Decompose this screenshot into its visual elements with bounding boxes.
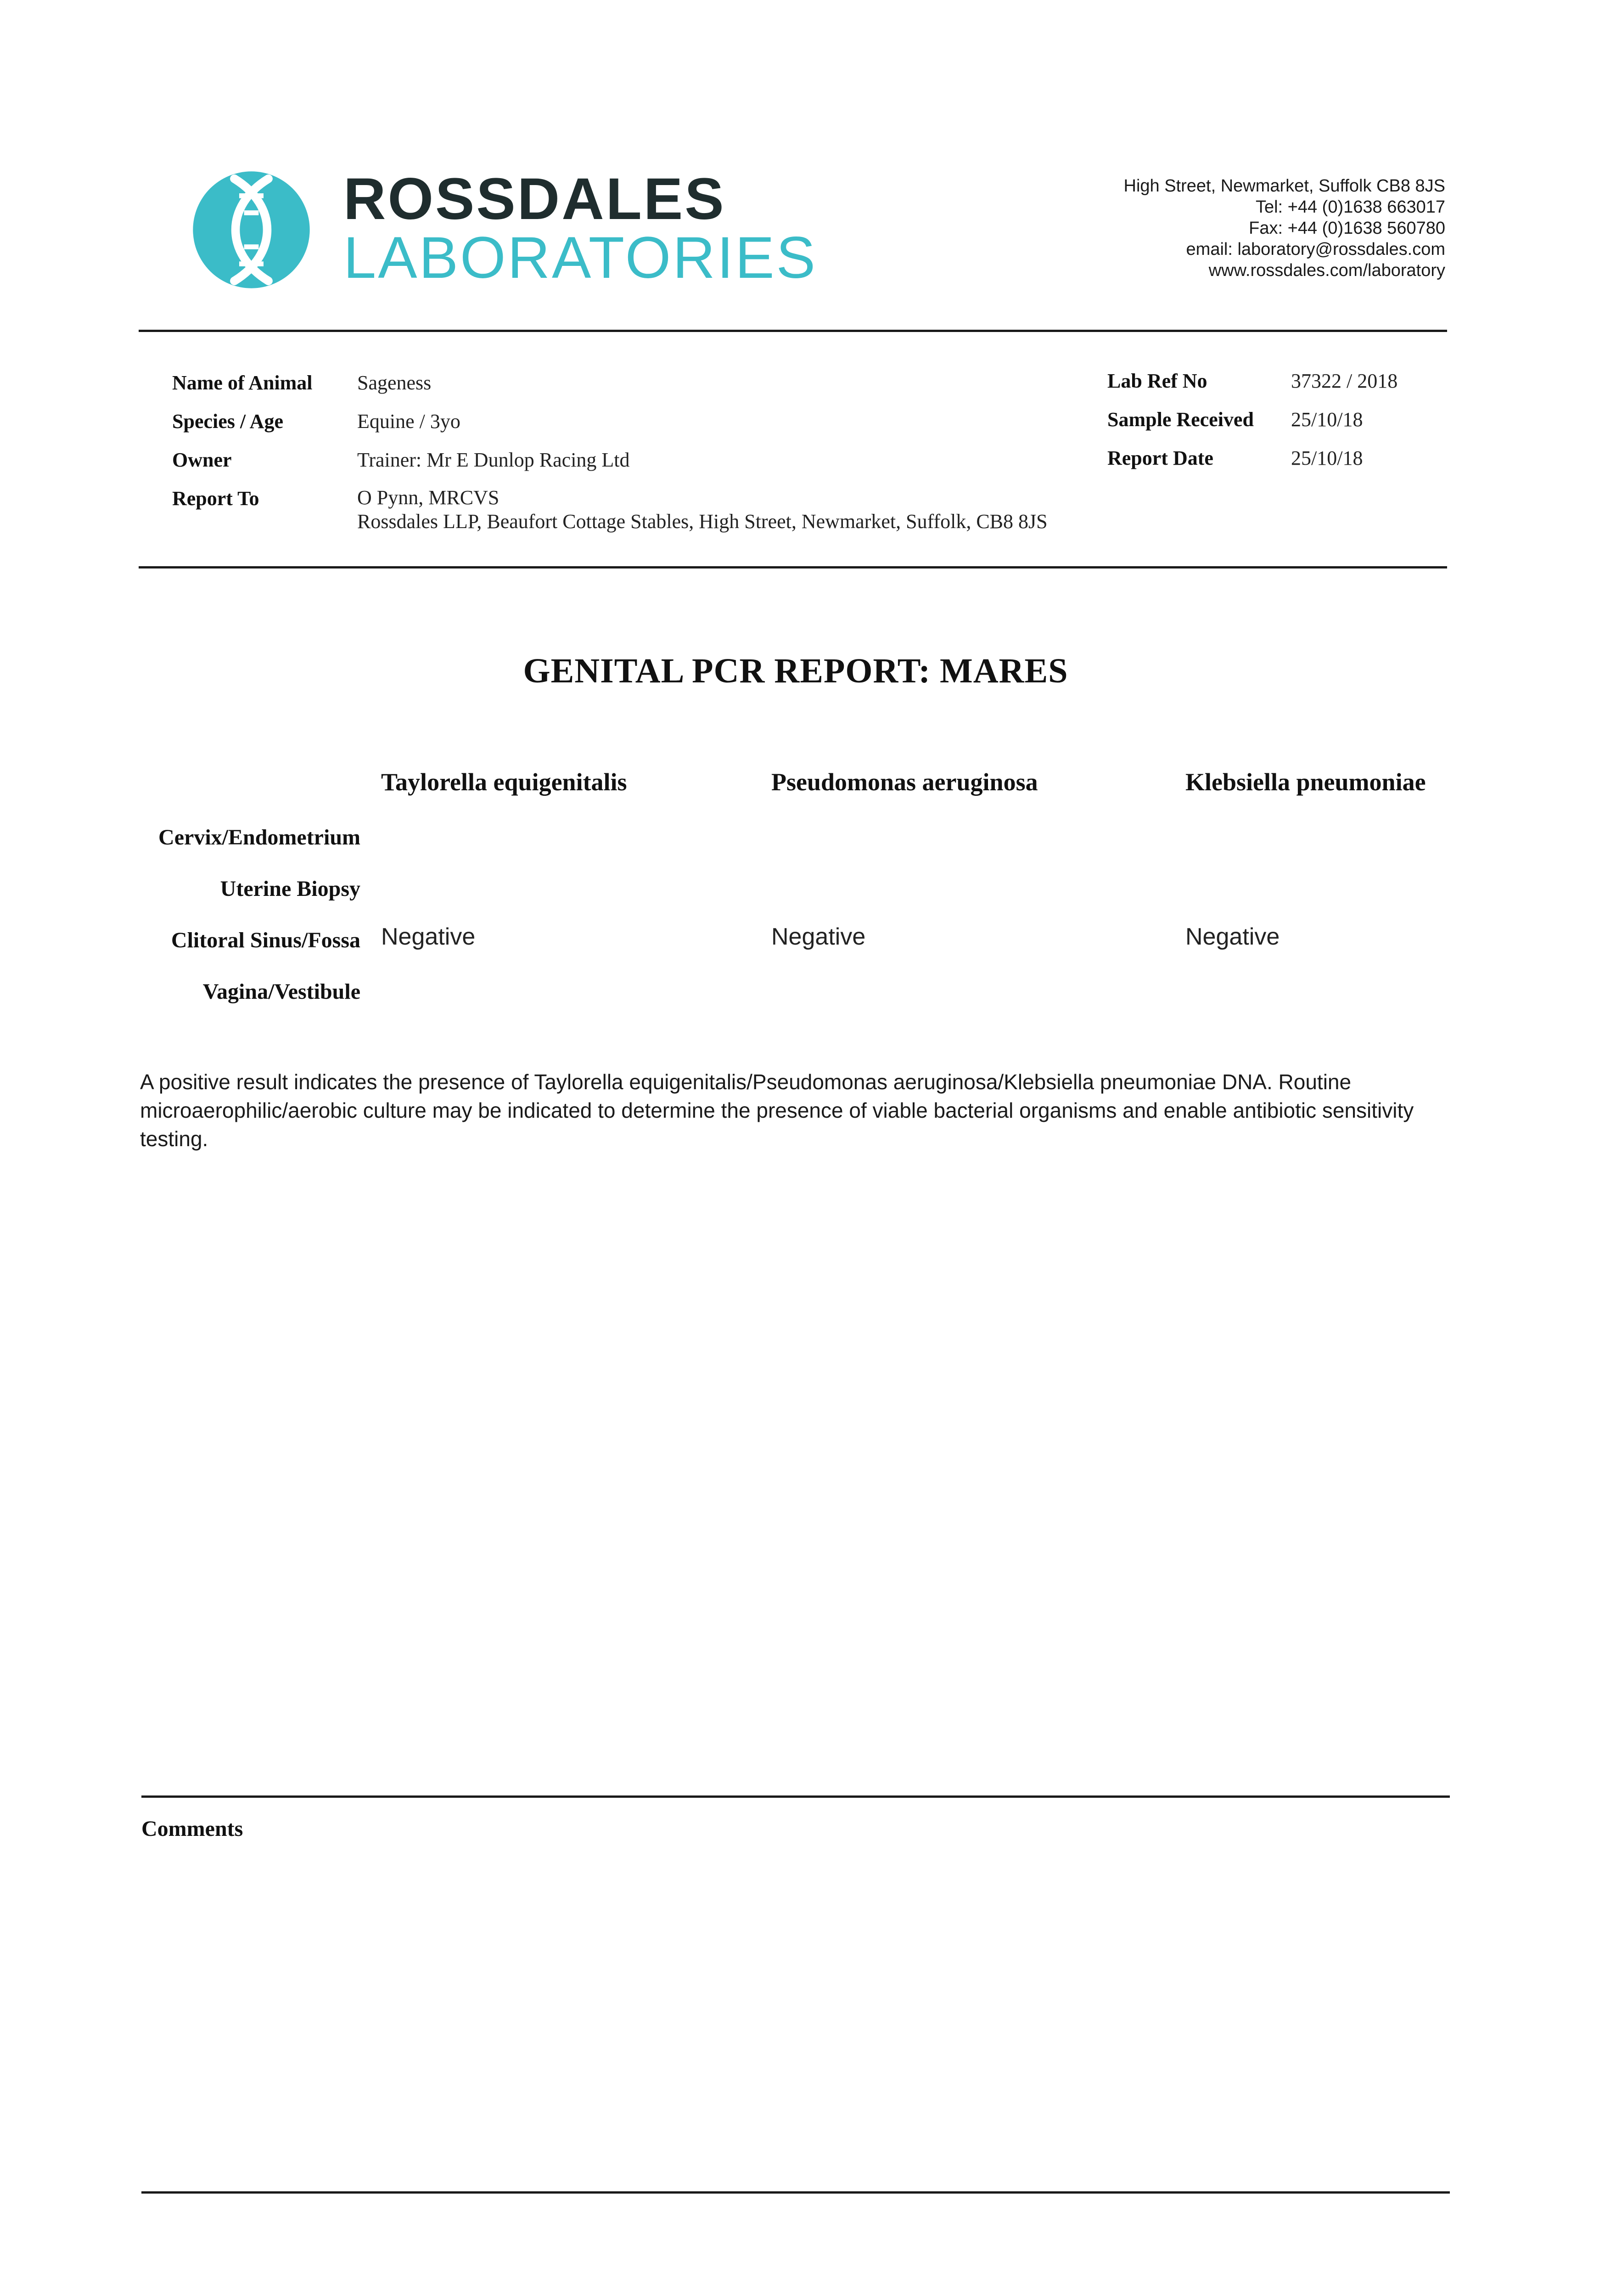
row-label-cervix-endometrium: Cervix/Endometrium <box>158 825 360 850</box>
lab-ref-value: 37322 / 2018 <box>1291 370 1398 392</box>
report-to-address: Rossdales LLP, Beaufort Cottage Stables, High Street, Newmarket, Suffolk, CB8 8JS <box>357 510 1048 533</box>
address-line: email: laboratory@rossdales.com <box>1186 240 1445 259</box>
address-line: Tel: +44 (0)1638 663017 <box>1255 197 1445 217</box>
divider <box>141 1795 1450 1798</box>
owner-value: Trainer: Mr E Dunlop Racing Ltd <box>357 449 630 471</box>
comments-label: Comments <box>141 1817 243 1841</box>
divider <box>139 566 1447 568</box>
report-date-label: Report Date <box>1107 447 1213 469</box>
row-label-vagina-vestibule: Vagina/Vestibule <box>202 979 360 1004</box>
name-of-animal-value: Sageness <box>357 371 432 394</box>
result-cell: Negative <box>381 923 476 950</box>
species-age-value: Equine / 3yo <box>357 410 460 433</box>
species-age-label: Species / Age <box>172 410 283 433</box>
address-line: Fax: +44 (0)1638 560780 <box>1249 219 1445 238</box>
column-header-klebsiella: Klebsiella pneumoniae <box>1185 768 1426 796</box>
sample-received-value: 25/10/18 <box>1291 408 1363 431</box>
logo-wordmark-bottom: LABORATORIES <box>343 225 817 291</box>
sample-received-label: Sample Received <box>1107 408 1254 431</box>
divider <box>139 330 1447 332</box>
address-line: High Street, Newmarket, Suffolk CB8 8JS <box>1123 176 1445 196</box>
result-cell: Negative <box>771 923 866 950</box>
column-header-taylorella: Taylorella equigenitalis <box>381 768 627 796</box>
report-date-value: 25/10/18 <box>1291 447 1363 469</box>
dna-logo-icon <box>191 169 312 291</box>
report-to-name: O Pynn, MRCVS <box>357 486 500 509</box>
row-label-uterine-biopsy: Uterine Biopsy <box>220 877 360 901</box>
logo-wordmark-top: ROSSDALES <box>343 166 726 232</box>
lab-address <box>1124 175 1445 281</box>
address-line: www.rossdales.com/laboratory <box>1208 261 1445 280</box>
lab-ref-label: Lab Ref No <box>1107 370 1207 392</box>
result-cell: Negative <box>1185 923 1280 950</box>
column-header-pseudomonas: Pseudomonas aeruginosa <box>771 768 1038 796</box>
row-label-clitoral-sinus-fossa: Clitoral Sinus/Fossa <box>171 928 360 952</box>
result-interpretation-note: A positive result indicates the presence of Taylorella equigenitalis/Pseudomonas aeruginosa/Klebsiella pneumoniae DNA. Routine microaerophilic/aerobic culture may be indicated to determine the presence of viable bacterial organisms and enable antibiotic sensitivity testing. <box>140 1070 1414 1151</box>
owner-label: Owner <box>172 449 232 471</box>
divider <box>141 2191 1450 2194</box>
report-title: GENITAL PCR REPORT: MARES <box>523 652 1068 690</box>
name-of-animal-label: Name of Animal <box>172 371 313 394</box>
report-to-label: Report To <box>172 487 259 510</box>
